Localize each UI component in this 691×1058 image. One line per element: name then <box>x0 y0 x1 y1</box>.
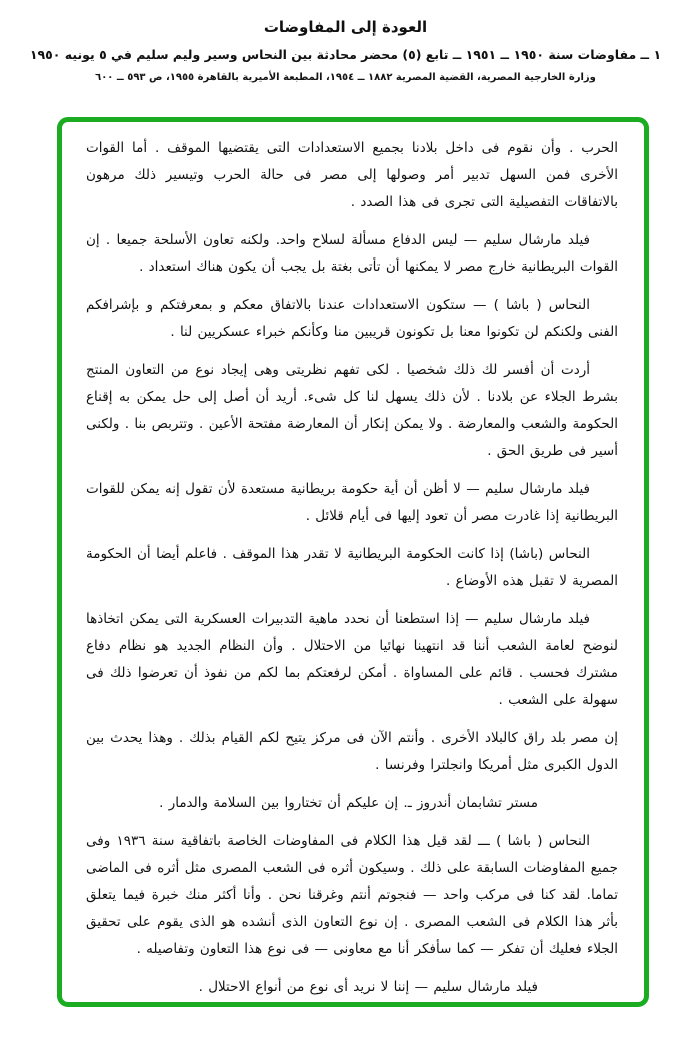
paragraph: النحاس ( باشا ) ـــ لقد قيل هذا الكلام فى المفاوضات الخاصة باتفاقية سنة ١٩٣٦ وفى جميع المفاوضات السابقة على ذلك . وسيكون أثره فى الشعب المصرى مثل أثره فى الماضى تماما. لقد كنا فى مركب واحد — فنجوتم أنتم وغرقنا نحن . وأنا أكثر منك خبرة فيما يتعلق بأثر هذا الكلام فى الشعب المصرى . إن نوع التعاون الذى أنشده هو الذى يقوم على تحقيق الجلاء فعليك أن تفكر — كما سأفكر أنا مع معاونى — فى نوع هذا التعاون وتفاصيله . <box>86 833 618 957</box>
paragraph: الحرب . وأن نقوم فى داخل بلادنا بجميع الاستعدادات التى يقتضيها الموقف . أما القوات الأخرى فمن السهل تدبير أمر وصولها إلى مصر فى حالة الحرب وتيسير ذلك مرهون بالاتفاقات التفصيلية التى تجرى فى هذا الصدد . <box>86 140 618 210</box>
paragraph: إن مصر بلد راق كالبلاد الأخرى . وأنتم الآن فى مركز يتيح لكم القيام بذلك . وهذا يحدث بين الدول الكبرى مثل أمريكا وانجلترا وفرنسا . <box>86 730 618 773</box>
document-paragraphs <box>86 135 618 1001</box>
paragraph: مستر تشابمان أندروز ـ. إن عليكم أن تختاروا بين السلامة والدمار . <box>159 795 538 811</box>
paragraph: فيلد مارشال سليم — إننا لا نريد أى نوع من أنواع الاحتلال . <box>198 979 538 995</box>
document-header <box>0 0 691 85</box>
transcript-green-box <box>57 117 649 1007</box>
paragraph: فيلد مارشال سليم — إذا استطعنا أن نحدد ماهية التدبيرات العسكرية التى يمكن اتخاذها لنوضح لعامة الشعب أننا قد انتهينا نهائيا من الاحتلال . وأن النظام الجديد هو نظام دفاع مشترك فحسب . قائم على المساواة . أمكن لرفعتكم بما لكم من نفوذ أن تعرضوا ذلك فى سهولة على الشعب . <box>86 611 618 708</box>
paragraph: فيلد مارشال سليم — لا أظن أن أية حكومة بريطانية مستعدة لأن تقول إنه يمكن للقوات البريطانية إذا غادرت مصر أن تعود إليها فى أيام قلائل . <box>86 481 618 524</box>
paragraph: النحاس (باشا) إذا كانت الحكومة البريطانية لا تقدر هذا الموقف . فاعلم أيضا أن الحكومة المصرية لا تقبل هذه الأوضاع . <box>86 546 618 589</box>
paragraph: فيلد مارشال سليم — ليس الدفاع مسألة لسلاح واحد. ولكنه تعاون الأسلحة جميعا . إن القوات البريطانية خارج مصر لا يمكنها أن تأتى بغتة بل يجب أن يكون هناك استعداد . <box>86 232 618 275</box>
paragraph: أردت أن أفسر لك ذلك شخصيا . لكى تفهم نظريتى وهى إيجاد نوع من التعاون المنتج بشرط الجلاء عن بلادنا . لأن ذلك يسهل لنا كل شىء. أريد أن أصل إلى حل يمكن به إقناع الحكومة والشعب والمعارضة . ولا يمكن إنكار أن المعارضة مفتحة الأعين . وتتربص بنا . ولكنى أسير فى طريق الحق . <box>86 362 618 459</box>
document-source-line: وزارة الخارجية المصرية، القضية المصرية ١٨٨٢ ــ ١٩٥٤، المطبعة الأميرية بالقاهرة ١٩٥٥، ص ٥٩٣ ــ ٦٠٠ <box>95 72 596 83</box>
document-title: العودة إلى المفاوضات <box>263 18 428 36</box>
document-heading-line: ١ ــ مفاوضات سنة ١٩٥٠ ــ ١٩٥١ ــ تابع (٥) محضر محادثة بين النحاس وسير وليم سليم في ٥ يونيه ١٩٥٠ <box>29 47 662 62</box>
paragraph: النحاس ( باشا ) — ستكون الاستعدادات عندنا بالاتفاق معكم و بمعرفتكم و بإشرافكم الفنى ولكنكم لن تكونوا معنا بل تكونون قريبين منا وكأنكم خبراء عسكريين لنا . <box>86 297 618 340</box>
